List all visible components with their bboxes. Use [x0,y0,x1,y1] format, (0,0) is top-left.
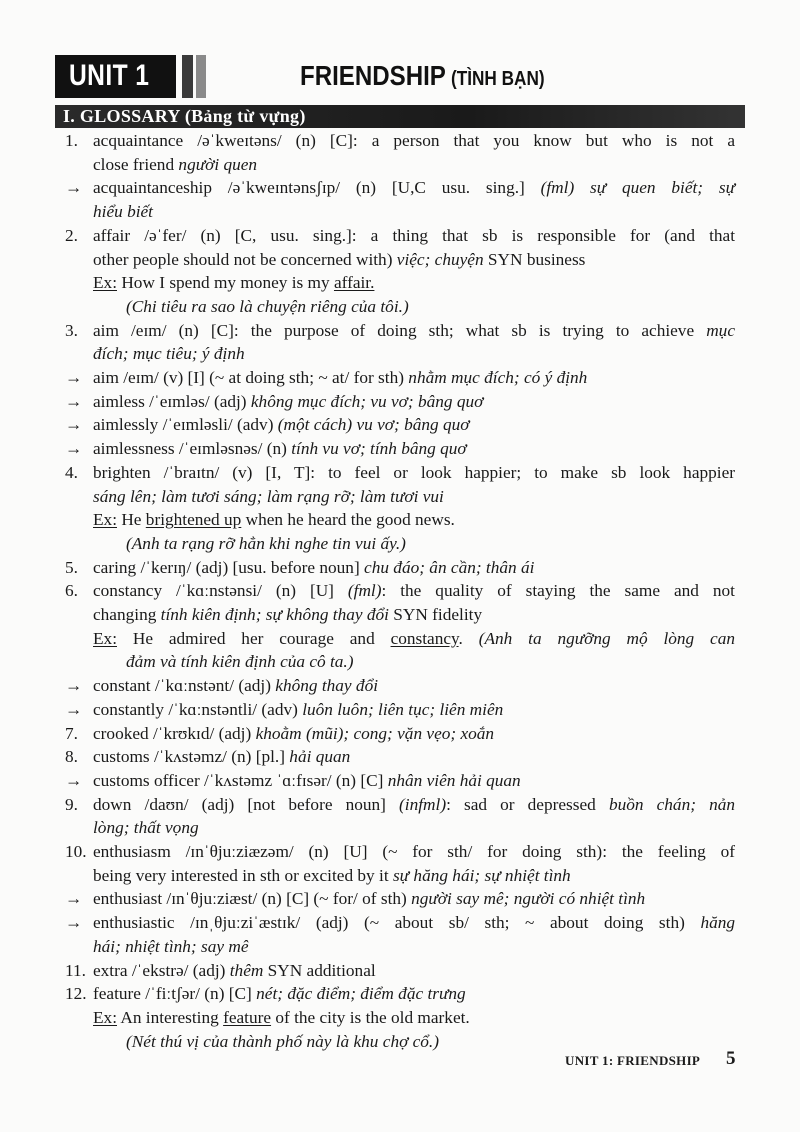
entry-text: enthusiasm /ɪnˈθjuːziæzəm/ (n) [U] (~ for sth/ for doing sth): the feeling of [93,842,735,861]
entry-text: customs /ˈkʌstəmz/ (n) [pl.] [93,747,290,767]
entry-line [93,487,735,511]
entry-text: feature /ˈfiːtʃər/ (n) [C] [93,984,257,1004]
entry-line [93,984,735,1008]
vietnamese-text: (Anh ta ngưỡng mộ lòng can [478,628,735,648]
entry-number: 10. [65,842,87,861]
vietnamese-text: nhằm mục đích; có ý định [408,368,588,387]
vietnamese-text: (Nét thú vị của thành phố này là khu chợ cổ.) [126,1031,440,1051]
underlined-text: Ex: [93,510,117,530]
entry-line [93,202,735,226]
vietnamese-text: tính kiên định; sự không thay đổi [160,605,389,624]
vietnamese-text: (fml) [347,581,382,601]
arrow-derivative-marker: → [65,368,83,387]
example-line [93,510,735,534]
entry-number: 7. [65,723,78,743]
entry-text: SYN additional [263,960,376,980]
entry-line [93,415,735,439]
entry-line [93,605,735,629]
arrow-derivative-marker: → [65,699,83,719]
entry-text: customs officer /ˈkʌstəmz ˈɑːfɪsər/ (n) [C] [93,770,388,790]
entry-text: aim /eɪm/ (n) [C]: the purpose of doing sth; what sb is trying to achieve [93,320,707,340]
entry-text: caring /ˈkerɪŋ/ (adj) [usu. before noun] [93,557,365,577]
vietnamese-text: không thay đổi [275,676,379,696]
vietnamese-text: người quen [178,154,258,174]
vietnamese-text: hiểu biết [93,202,153,222]
entry-text: aimless /ˈeɪmləs/ (adj) [93,391,251,411]
entry-line [93,961,735,985]
entry-text: affair /əˈfer/ (n) [C, usu. sing.]: a thing that sb is responsible for (and that [93,225,735,245]
entry-number: 11. [65,960,86,980]
unit-title-en: FRIENDSHIP [300,60,446,91]
entry-text: when he heard the good news. [241,510,455,530]
entry-number: 6. [65,581,78,601]
vietnamese-text: lòng; thất vọng [93,818,199,838]
entry-line [93,226,735,250]
vietnamese-text: buồn chán; nản [608,794,735,814]
vietnamese-text: (một cách) vu vơ; bâng quơ [277,415,470,435]
entry-number: 12. [65,984,87,1004]
entry-line [93,463,735,487]
example-line [93,273,735,297]
entry-text: of the city is the old market. [271,1007,470,1027]
entry-text: : the quality of staying the same and not [381,581,735,601]
underlined-text: Ex: [93,273,117,293]
vietnamese-text: (infml) [399,794,447,814]
vietnamese-text: hăng [700,913,735,933]
entry-number: 1. [65,131,78,150]
entry-line [93,866,735,890]
entry-line [93,889,735,913]
arrow-derivative-marker: → [65,913,83,933]
entry-number: 4. [65,462,78,482]
entry-text: He [117,510,146,530]
entry-line [93,771,735,795]
vietnamese-text: sự hăng hái; sự nhiệt tình [392,865,571,885]
section-heading: I. GLOSSARY (Bảng từ vựng) [63,106,306,126]
underlined-text: affair. [333,273,375,293]
entry-text: down /daʊn/ (adj) [not before noun] [93,794,400,814]
entry-text: SYN fidelity [388,605,483,624]
decorative-bar [182,55,193,98]
entry-line [93,558,735,582]
underlined-text: feature [223,1007,272,1027]
example-line [93,629,735,653]
entry-text: acquaintance /əˈkweɪtəns/ (n) [C]: a person that you know but who is not a [93,131,735,150]
entry-text: brighten /ˈbraɪtn/ (v) [I, T]: to feel or look happier; to make sb look happier [93,462,735,482]
vietnamese-text: (Anh ta rạng rỡ hẳn khi nghe tin vui ấy.) [126,533,406,553]
arrow-derivative-marker: → [65,770,83,790]
translation-line [126,534,735,558]
entry-number: 9. [65,794,78,814]
entry-line [93,913,735,937]
entry-text: aim /eɪm/ (v) [I] (~ at doing sth; ~ at/ for sth) [93,368,409,387]
entry-line [93,937,735,961]
entry-line [93,795,735,819]
entry-text: constantly /ˈkɑːnstəntli/ (adv) [93,699,303,719]
vietnamese-text: sáng lên; làm tươi sáng; làm rạng rỡ; làm tươi vui [93,486,444,506]
entry-line [93,392,735,416]
entry-text: extra /ˈekstrə/ (adj) [93,960,230,980]
arrow-derivative-marker: → [65,391,83,411]
entry-line [93,818,735,842]
arrow-derivative-marker: → [65,439,83,459]
underlined-text: brightened up [145,510,242,530]
vietnamese-text: hải quan [289,747,351,767]
vietnamese-text: chu đáo; ân cần; thân ái [364,557,535,577]
entry-text: He admired her courage and [117,628,391,648]
vietnamese-text: người say mê; người có nhiệt tình [411,889,646,909]
arrow-derivative-marker: → [65,676,83,696]
arrow-derivative-marker: → [65,889,83,909]
entry-line [93,155,735,179]
translation-line [126,297,735,321]
underlined-text: Ex: [93,628,117,648]
entry-number: 8. [65,747,78,767]
entry-text: aimlessly /ˈeɪmləsli/ (adv) [93,415,278,435]
vietnamese-text: (Chi tiêu ra sao là chuyện riêng của tôi.) [126,296,409,316]
vietnamese-text: không mục đích; vu vơ; bâng quơ [250,391,484,411]
unit-title [300,60,545,92]
section-heading-bar [55,105,745,128]
entry-text: constancy /ˈkɑːnstənsi/ (n) [U] [93,581,348,601]
entry-line [93,344,735,368]
entry-text: : sad or depressed [446,794,609,814]
page-number: 5 [726,1048,736,1069]
entry-line [93,747,735,771]
entry-text: being very interested in sth or excited by it [93,865,393,885]
vietnamese-text: khoằm (mũi); cong; vặn vẹo; xoắn [255,723,495,743]
vietnamese-text: nhân viên hải quan [387,770,521,790]
entry-text: close friend [93,154,179,174]
unit-title-vi: (TÌNH BẠN) [450,68,545,90]
entry-text: constant /ˈkɑːnstənt/ (adj) [93,676,276,696]
entry-line [93,842,735,866]
entry-text: . [458,628,479,648]
entry-line [93,321,735,345]
entry-line [93,439,735,463]
entry-text: enthusiast /ɪnˈθjuːziæst/ (n) [C] (~ for/ of sth) [93,889,412,909]
entry-text: An interesting [117,1007,224,1027]
entry-line [93,131,735,155]
entry-text: enthusiastic /ɪnˌθjuːziˈæstɪk/ (adj) (~ about sb/ sth; ~ about doing sth) [93,913,701,933]
entry-line [93,178,735,202]
entry-text: acquaintanceship /əˈkweɪntənsʃɪp/ (n) [U,C usu. sing.] [93,178,541,198]
underlined-text: constancy [390,628,459,648]
entry-line [93,676,735,700]
underlined-text: Ex: [93,1007,117,1027]
entry-number: 3. [65,320,78,340]
entry-number: 2. [65,225,78,245]
entry-text: SYN business [483,249,586,269]
entry-line [93,368,735,392]
vietnamese-text: đảm và tính kiên định của cô ta.) [126,652,354,672]
arrow-derivative-marker: → [65,415,83,435]
entry-text: How I spend my money is my [117,273,334,293]
vietnamese-text: hái; nhiệt tình; say mê [93,936,249,956]
arrow-derivative-marker: → [65,178,83,198]
vietnamese-text: thêm [229,960,264,980]
vietnamese-text: đích; mục tiêu; ý định [93,344,245,364]
vietnamese-text: luôn luôn; liên tục; liên miên [302,699,504,719]
entry-line [93,700,735,724]
translation-line [126,1032,735,1056]
unit-label-box [55,55,176,98]
vietnamese-text: việc; chuyện [396,249,484,269]
entry-line [93,724,735,748]
entry-line [93,581,735,605]
entry-number: 5. [65,557,78,577]
vietnamese-text: mục [706,320,735,340]
unit-label: UNIT 1 [69,59,150,92]
entry-line [93,250,735,274]
entry-text: aimlessness /ˈeɪmləsnəs/ (n) [93,439,292,459]
vietnamese-text: (fml) sự quen biết; sự [540,178,736,198]
running-title: UNIT 1: FRIENDSHIP [565,1053,701,1068]
translation-line [126,652,735,676]
entry-text: changing [93,605,161,624]
vietnamese-text: tính vu vơ; tính bâng quơ [291,439,467,459]
example-line [93,1008,735,1032]
entry-text: other people should not be concerned with) [93,249,397,269]
entry-text: crooked /ˈkrʊkɪd/ (adj) [93,723,256,743]
vietnamese-text: nét; đặc điểm; điểm đặc trưng [256,984,466,1004]
decorative-bar [196,55,206,98]
